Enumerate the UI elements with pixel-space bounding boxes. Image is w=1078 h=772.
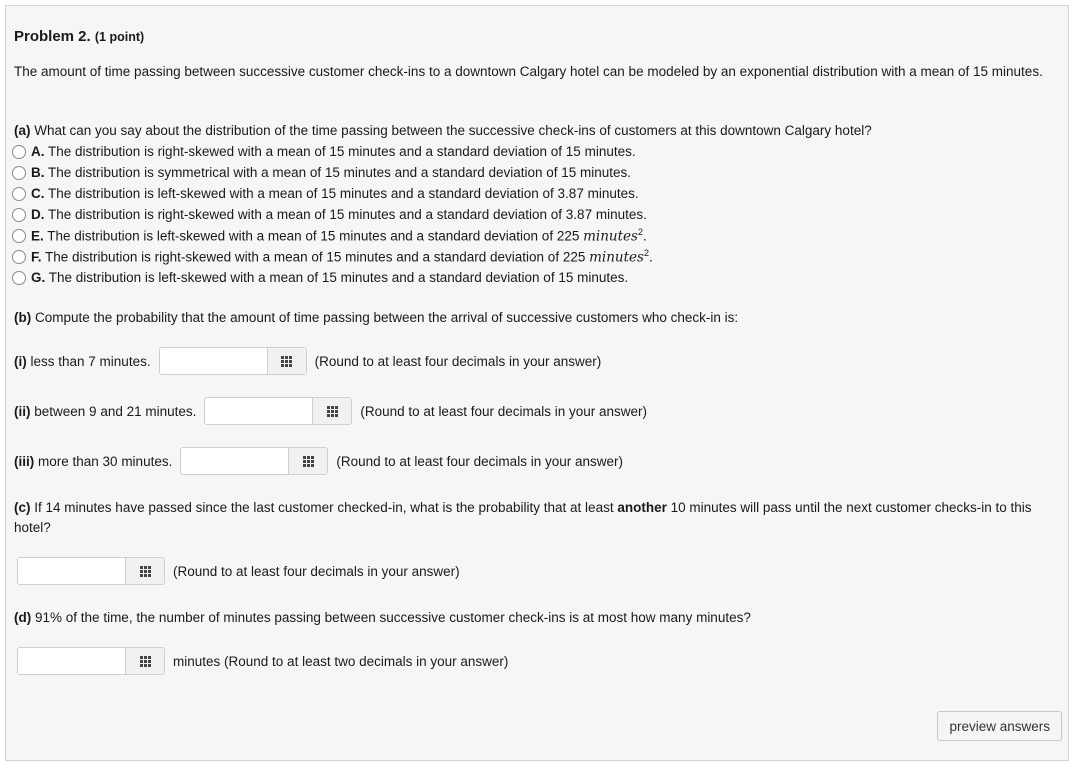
option-g[interactable]: G. The distribution is left-skewed with a mean of 15 minutes and a standard deviation of 15 minutes. [12, 267, 628, 288]
answer-c-input[interactable] [18, 558, 125, 584]
problem-title: Problem 2. (1 point) [14, 28, 145, 45]
option-e-radio[interactable] [12, 229, 26, 243]
part-d-question: (d) 91% of the time, the number of minutes passing between successive customer check-ins is at most how many minutes? [14, 610, 751, 625]
part-b-i-row: (i) less than 7 minutes. (Round to at least four decimals in your answer) [14, 346, 601, 376]
option-d-radio[interactable] [12, 208, 26, 222]
option-f-unit: minutes [589, 249, 644, 266]
option-b[interactable]: B. The distribution is symmetrical with a mean of 15 minutes and a standard deviation of 15 minutes. [12, 162, 631, 183]
option-e[interactable]: E. The distribution is left-skewed with a mean of 15 minutes and a standard deviation of 225 minutes$^2$. [12, 225, 647, 246]
option-c[interactable]: C. The distribution is left-skewed with a mean of 15 minutes and a standard deviation of 3.87 minutes. [12, 183, 639, 204]
answer-c [17, 557, 165, 585]
answer-b-ii [204, 397, 352, 425]
part-d-row [9, 646, 508, 676]
option-b-radio[interactable] [12, 166, 26, 180]
problem-points: (1 point) [94, 30, 145, 44]
answer-d-input[interactable] [18, 648, 125, 674]
option-f-radio[interactable] [12, 250, 26, 264]
part-c-row [9, 556, 460, 586]
equation-editor-icon[interactable] [267, 348, 306, 374]
problem-panel [5, 5, 1069, 761]
preview-answers-button[interactable]: preview answers [937, 711, 1062, 741]
option-d[interactable]: D. The distribution is right-skewed with a mean of 15 minutes and a standard deviation of 3.87 minutes. [12, 204, 647, 225]
part-c-question: (c) If 14 minutes have passed since the last customer checked-in, what is the probability that at least another 10 minutes will pass until the next customer checks-in to this hotel? [14, 500, 1032, 535]
answer-b-iii-hint: (Round to at least four decimals in your answer) [336, 453, 623, 469]
answer-b-ii-hint: (Round to at least four decimals in your answer) [360, 403, 648, 419]
answer-b-i-hint: (Round to at least four decimals in your answer) [314, 353, 602, 369]
part-b-iii-row: (iii) more than 30 minutes. (Round to at least four decimals in your answer) [14, 446, 623, 476]
part-b-ii-row: (ii) between 9 and 21 minutes. (Round to at least four decimals in your answer) [14, 396, 647, 426]
part-b-question: (b) Compute the probability that the amount of time passing between the arrival of successive customers who check-in is: [14, 310, 739, 325]
equation-editor-icon[interactable] [288, 448, 327, 474]
option-a-radio[interactable] [12, 145, 26, 159]
answer-d [17, 647, 165, 675]
option-e-unit: minutes [583, 228, 638, 245]
equation-editor-icon[interactable] [312, 398, 351, 424]
option-g-radio[interactable] [12, 271, 26, 285]
answer-b-i [159, 347, 307, 375]
answer-b-iii [180, 447, 328, 475]
equation-editor-icon[interactable] [125, 558, 164, 584]
part-a-question: (a) What can you say about the distribution of the time passing between the successive check-ins of customers at this downtown Calgary hotel? [14, 123, 872, 138]
answer-b-ii-input[interactable] [205, 398, 312, 424]
answer-c-hint: (Round to at least four decimals in your answer) [173, 563, 460, 579]
problem-intro: The amount of time passing between successive customer check-ins to a downtown Calgary hotel can be modeled by an exponential distribution with a mean of 15 minutes. [14, 64, 1043, 79]
equation-editor-icon[interactable] [125, 648, 164, 674]
option-a[interactable]: A. The distribution is right-skewed with a mean of 15 minutes and a standard deviation of 15 minutes. [12, 141, 636, 162]
answer-b-iii-input[interactable] [181, 448, 288, 474]
answer-d-hint: minutes (Round to at least two decimals in your answer) [173, 653, 509, 669]
answer-b-i-input[interactable] [160, 348, 267, 374]
option-f[interactable]: F. The distribution is right-skewed with a mean of 15 minutes and a standard deviation of 225 minutes$^2$. [12, 246, 653, 267]
option-c-radio[interactable] [12, 187, 26, 201]
